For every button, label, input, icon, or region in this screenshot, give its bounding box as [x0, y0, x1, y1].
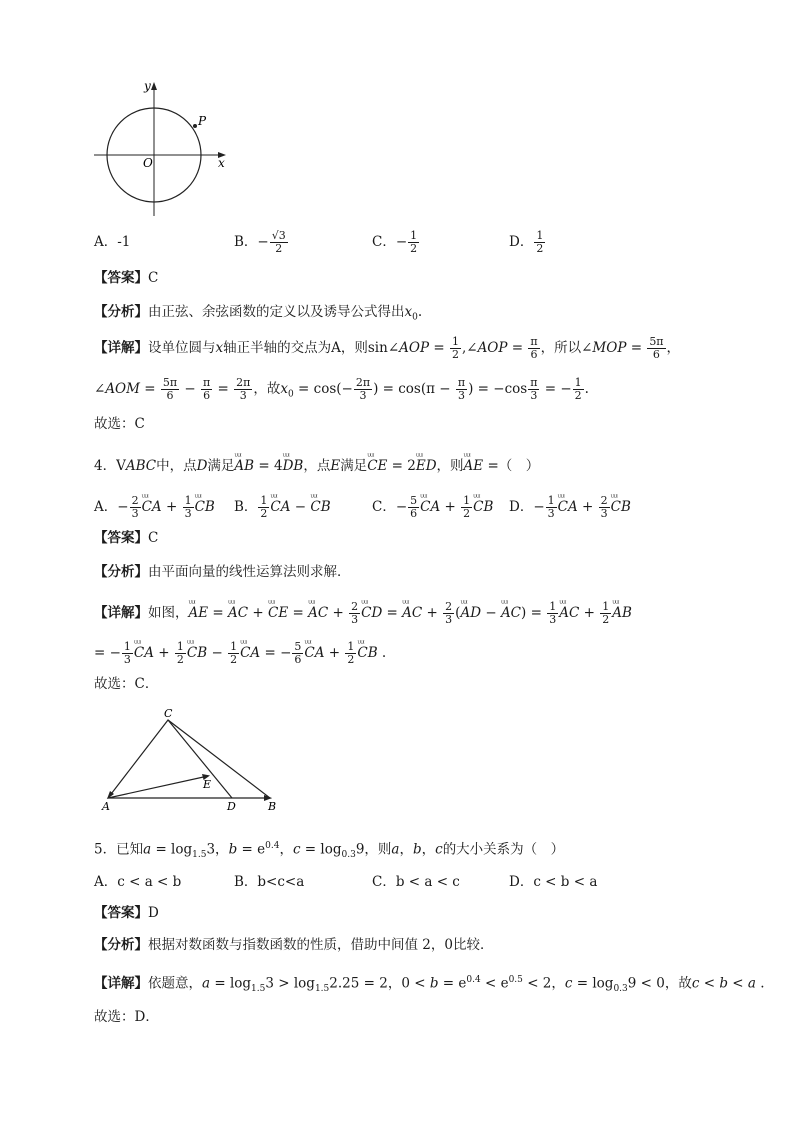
q5-detail: 【详解】依题意，$a = \log_{1.5}3 > \log_{1.5}2.25 = 2$，$0 < b = e^{0.4} < e^{0.5} < 2$，$c = \log_{0.3}9 < 0$，故c < b < a . — [94, 975, 765, 995]
q5-stem: 5．已知$a = \log_{1.5}3$，$b = e^{0.4}$，$c = \log_{0.3}9$，则a，b，c的大小关系为（ ） — [94, 841, 565, 861]
point-p-label: P — [198, 114, 207, 128]
q3-detail-line2: ∠AOM = $\frac{5\pi}{6}$ − $\frac{\pi}{6}$ = $\frac{2\pi}{3}$ ，故$x_0 = \cos(-$ $\frac{2\pi}{3}$ ) = cos(π − $\frac{\pi}{3}$ ) = −cos $\frac{\pi}{3}$ = − $\frac{1}{2}$ . — [94, 376, 589, 402]
q4-option-c: C．− $\frac{5}{6}$ ᵁᵁᴵ CA + $\frac{1}{2}$ ᵁᵁᴵ CB — [372, 488, 493, 521]
vertex-b-label: B — [268, 800, 277, 813]
q4-analysis: 【分析】由平面向量的线性运算法则求解． — [94, 564, 351, 580]
q3-options — [94, 228, 714, 256]
vertex-a-label: A — [102, 800, 110, 813]
q4-detail-line2: = − $\frac{1}{3}$ ᵁᵁᴵ CA + $\frac{1}{2}$ ᵁᵁᴵ CB − $\frac{1}{2}$ ᵁᵁᴵ CA = − $\frac{5}{6}$ ᵁᵁᴵ CA + $\frac{1}{2}$ ᵁᵁᴵ CB . — [94, 632, 386, 669]
q4-stem: 4．VABC中，点D满足ᵁᵁᴵ AB = 4ᵁᵁᴵ DB，点E满足ᵁᵁᴵ CE = 2ᵁᵁᴵ ED，则ᵁᵁᴵ AE =（ ） — [94, 451, 539, 476]
q4-choice: 故选：C． — [94, 676, 159, 692]
q3-choice: 故选：C — [94, 416, 145, 432]
q5-option-d: D．c < b < a — [509, 874, 598, 890]
q3-detail-line1: 【详解】设单位圆与x轴正半轴的交点为A，则sin∠AOP = $\frac{1}{2}$ ,∠AOP = $\frac{\pi}{6}$ ，所以∠MOP = $\frac{5\pi}{6}$ ， — [94, 335, 681, 361]
point-p-dot — [193, 124, 197, 128]
q4-option-a: A．− $\frac{2}{3}$ ᵁᵁᴵ CA + $\frac{1}{3}$ ᵁᵁᴵ CB — [94, 488, 215, 521]
q3-option-c: C．− $\frac{1}{2}$ — [372, 229, 418, 255]
q5-analysis: 【分析】根据对数函数与指数函数的性质，借助中间值 2，0比较． — [94, 937, 494, 953]
q4-option-b: B． $\frac{1}{2}$ ᵁᵁᴵ CA − ᵁᵁᴵ CB — [234, 488, 331, 521]
q3-analysis: 【分析】由正弦、余弦函数的定义以及诱导公式得出$x_0$. — [94, 304, 423, 323]
q4-detail-line1: 【详解】如图，ᵁᵁᴵ AE = ᵁᵁᴵ AC + ᵁᵁᴵ CE = ᵁᵁᴵ AC + $\frac{2}{3}$ ᵁᵁᴵ CD = ᵁᵁᴵ AC + $\frac{2}{3}$ (ᵁᵁᴵ AD − ᵁᵁᴵ AC) = $\frac{1}{3}$ ᵁᵁᴵ AC + $\frac{1}{2}$ ᵁᵁᴵ AB — [94, 592, 632, 629]
q3-answer: 【答案】C — [94, 270, 159, 286]
point-d-label: D — [227, 800, 236, 813]
q5-choice: 故选：D． — [94, 1009, 159, 1025]
segment-cd — [168, 720, 232, 798]
q4-options — [94, 488, 714, 520]
origin-label: O — [143, 156, 153, 170]
q5-answer: 【答案】D — [94, 905, 159, 921]
q5-options — [94, 868, 714, 896]
unit-circle-figure — [90, 78, 240, 220]
y-axis-arrow-icon — [151, 82, 157, 90]
q5-option-a: A．c < a < b — [94, 874, 182, 890]
point-e-label: E — [203, 778, 212, 791]
q5-option-c: C．b < a < c — [372, 874, 460, 890]
y-axis-label: y — [144, 79, 151, 93]
q4-option-d: D．− $\frac{1}{3}$ ᵁᵁᴵ CA + $\frac{2}{3}$ ᵁᵁᴵ CB — [509, 488, 631, 521]
q3-option-d: D． $\frac{1}{2}$ — [509, 229, 544, 255]
q5-option-b: B．b<c<a — [234, 874, 305, 890]
q4-answer: 【答案】C — [94, 530, 159, 546]
q3-option-b: B．− $\frac{√3}{2}$ — [234, 229, 286, 255]
triangle-figure — [96, 704, 292, 816]
x-axis-label: x — [218, 156, 225, 170]
vertex-c-label: C — [164, 707, 173, 720]
q3-option-a: A．-1 — [94, 234, 131, 250]
triangle-abc — [108, 720, 270, 798]
